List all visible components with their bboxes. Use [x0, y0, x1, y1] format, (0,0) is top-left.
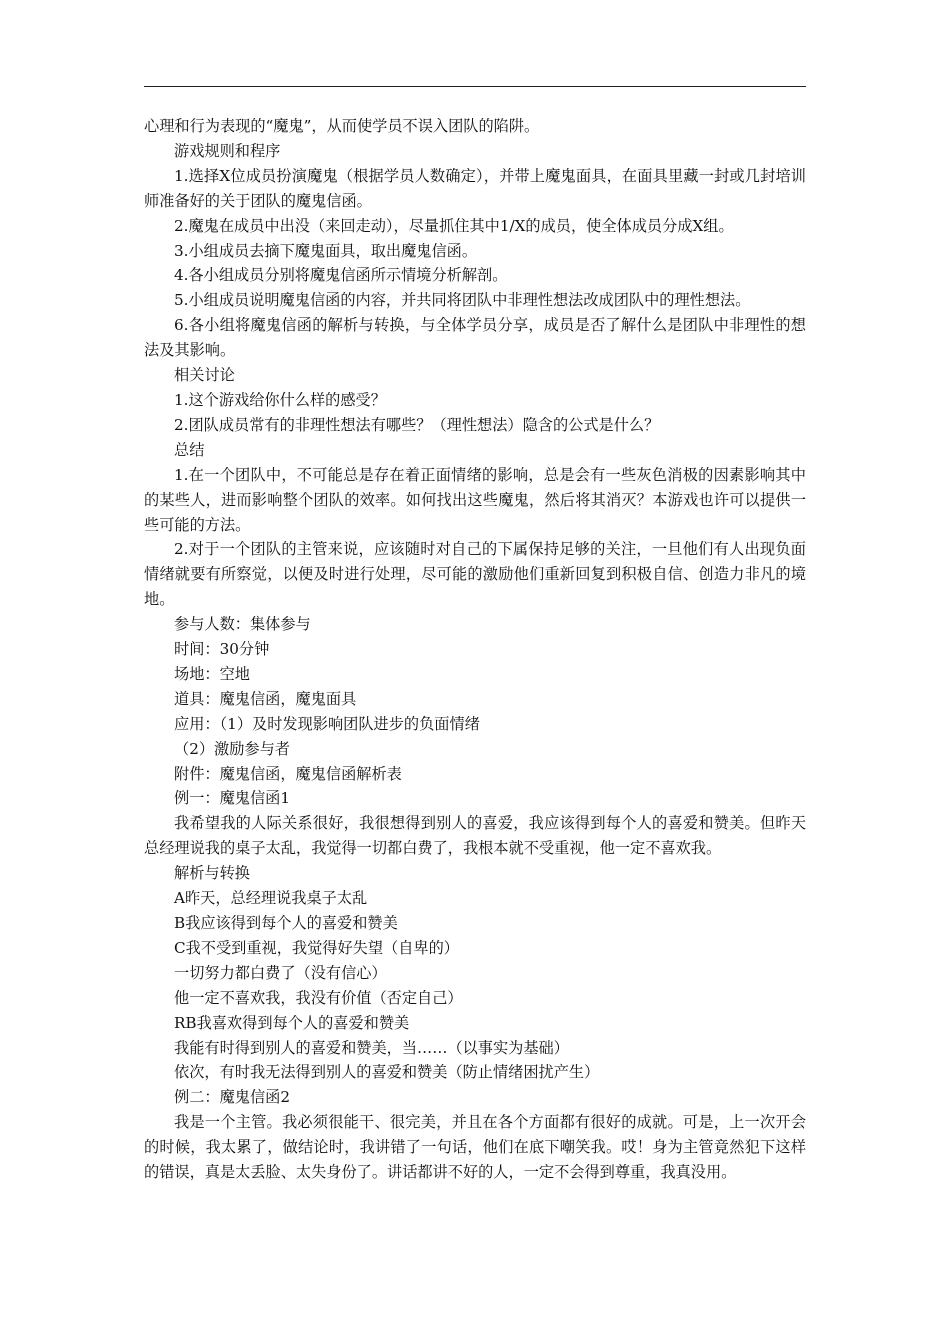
- paragraph: 一切努力都白费了（没有信心）: [174, 963, 387, 982]
- paragraph: 参与人数：集体参与: [174, 615, 311, 634]
- paragraph: 6.各小组将魔鬼信函的解析与转换，与全体学员分享，成员是否了解什么是团队中非理性的想法及其影响。: [144, 316, 806, 360]
- paragraph: RB我喜欢得到每个人的喜爱和赞美: [174, 1013, 410, 1032]
- paragraph: 心理和行为表现的“魔鬼”，从而使学员不误入团队的陷阱。: [144, 117, 540, 135]
- paragraph: 相关讨论: [174, 366, 235, 385]
- paragraph: 场地：空地: [174, 664, 250, 683]
- paragraph: 1.在一个团队中，不可能总是存在着正面情绪的影响，总是会有一些灰色消极的因素影响其中的某些人，进而影响整个团队的效率。如何找出这些魔鬼，然后将其消灭？本游戏也许可以提供一些可能的方法。: [144, 465, 806, 534]
- paragraph: 2.对于一个团队的主管来说，应该随时对自己的下属保持足够的关注，一旦他们有人出现负面情绪就要有所察觉，以便及时进行处理，尽可能的激励他们重新回复到积极自信、创造力非凡的境地。: [144, 540, 806, 609]
- document-body: [144, 114, 806, 1185]
- paragraph: 附件：魔鬼信函，魔鬼信函解析表: [174, 764, 402, 783]
- paragraph: A昨天，总经理说我桌子太乱: [174, 889, 368, 908]
- paragraph: 依次，有时我无法得到别人的喜爱和赞美（防止情绪困扰产生）: [174, 1063, 600, 1082]
- paragraph: 他一定不喜欢我，我没有价值（否定自己）: [174, 988, 463, 1007]
- paragraph: B我应该得到每个人的喜爱和赞美: [174, 914, 398, 932]
- paragraph: 例二：魔鬼信函2: [174, 1088, 290, 1107]
- paragraph: 我能有时得到别人的喜爱和赞美，当……（以事实为基础）: [174, 1038, 569, 1057]
- paragraph: 4.各小组成员分别将魔鬼信函所示情境分析解剖。: [174, 266, 508, 285]
- paragraph: （2）激励参与者: [174, 739, 290, 758]
- paragraph: 1.选择X位成员扮演魔鬼（根据学员人数确定），并带上魔鬼面具，在面具里藏一封或几封培训师准备好的关于团队的魔鬼信函。: [144, 166, 806, 210]
- paragraph: 2.魔鬼在成员中出没（来回走动），尽量抓住其中1/X的成员，使全体成员分成X组。: [174, 216, 734, 235]
- paragraph: 道具：魔鬼信函，魔鬼面具: [174, 689, 357, 708]
- paragraph: C我不受到重视，我觉得好失望（自卑的）: [174, 938, 459, 957]
- paragraph: 游戏规则和程序: [174, 141, 281, 160]
- paragraph: 总结: [174, 440, 205, 459]
- paragraph: 时间：30分钟: [174, 640, 270, 659]
- paragraph: 5.小组成员说明魔鬼信函的内容，并共同将团队中非理性想法改成团队中的理性想法。: [174, 291, 751, 310]
- paragraph: 3.小组成员去摘下魔鬼面具，取出魔鬼信函。: [174, 241, 478, 260]
- paragraph: 应用：（1）及时发现影响团队进步的负面情绪: [174, 714, 480, 733]
- paragraph: 解析与转换: [174, 864, 250, 883]
- paragraph: 我是一个主管。我必须很能干、很完美，并且在各个方面都有很好的成就。可是，上一次开会的时候，我太累了，做结论时，我讲错了一句话，他们在底下嘲笑我。哎！身为主管竟然犯下这样的错误，真是太丢脸、太失身份了。讲话都讲不好的人，一定不会得到尊重，我真没用。: [144, 1113, 806, 1182]
- paragraph: 1.这个游戏给你什么样的感受？: [174, 390, 386, 409]
- paragraph: 我希望我的人际关系很好，我很想得到别人的喜爱，我应该得到每个人的喜爱和赞美。但昨天总经理说我的桌子太乱，我觉得一切都白费了，我根本就不受重视，他一定不喜欢我。: [144, 814, 806, 858]
- paragraph: 2.团队成员常有的非理性想法有哪些？（理性想法）隐含的公式是什么？: [174, 415, 660, 434]
- paragraph: 例一：魔鬼信函1: [174, 789, 290, 808]
- header-rule: [144, 86, 806, 87]
